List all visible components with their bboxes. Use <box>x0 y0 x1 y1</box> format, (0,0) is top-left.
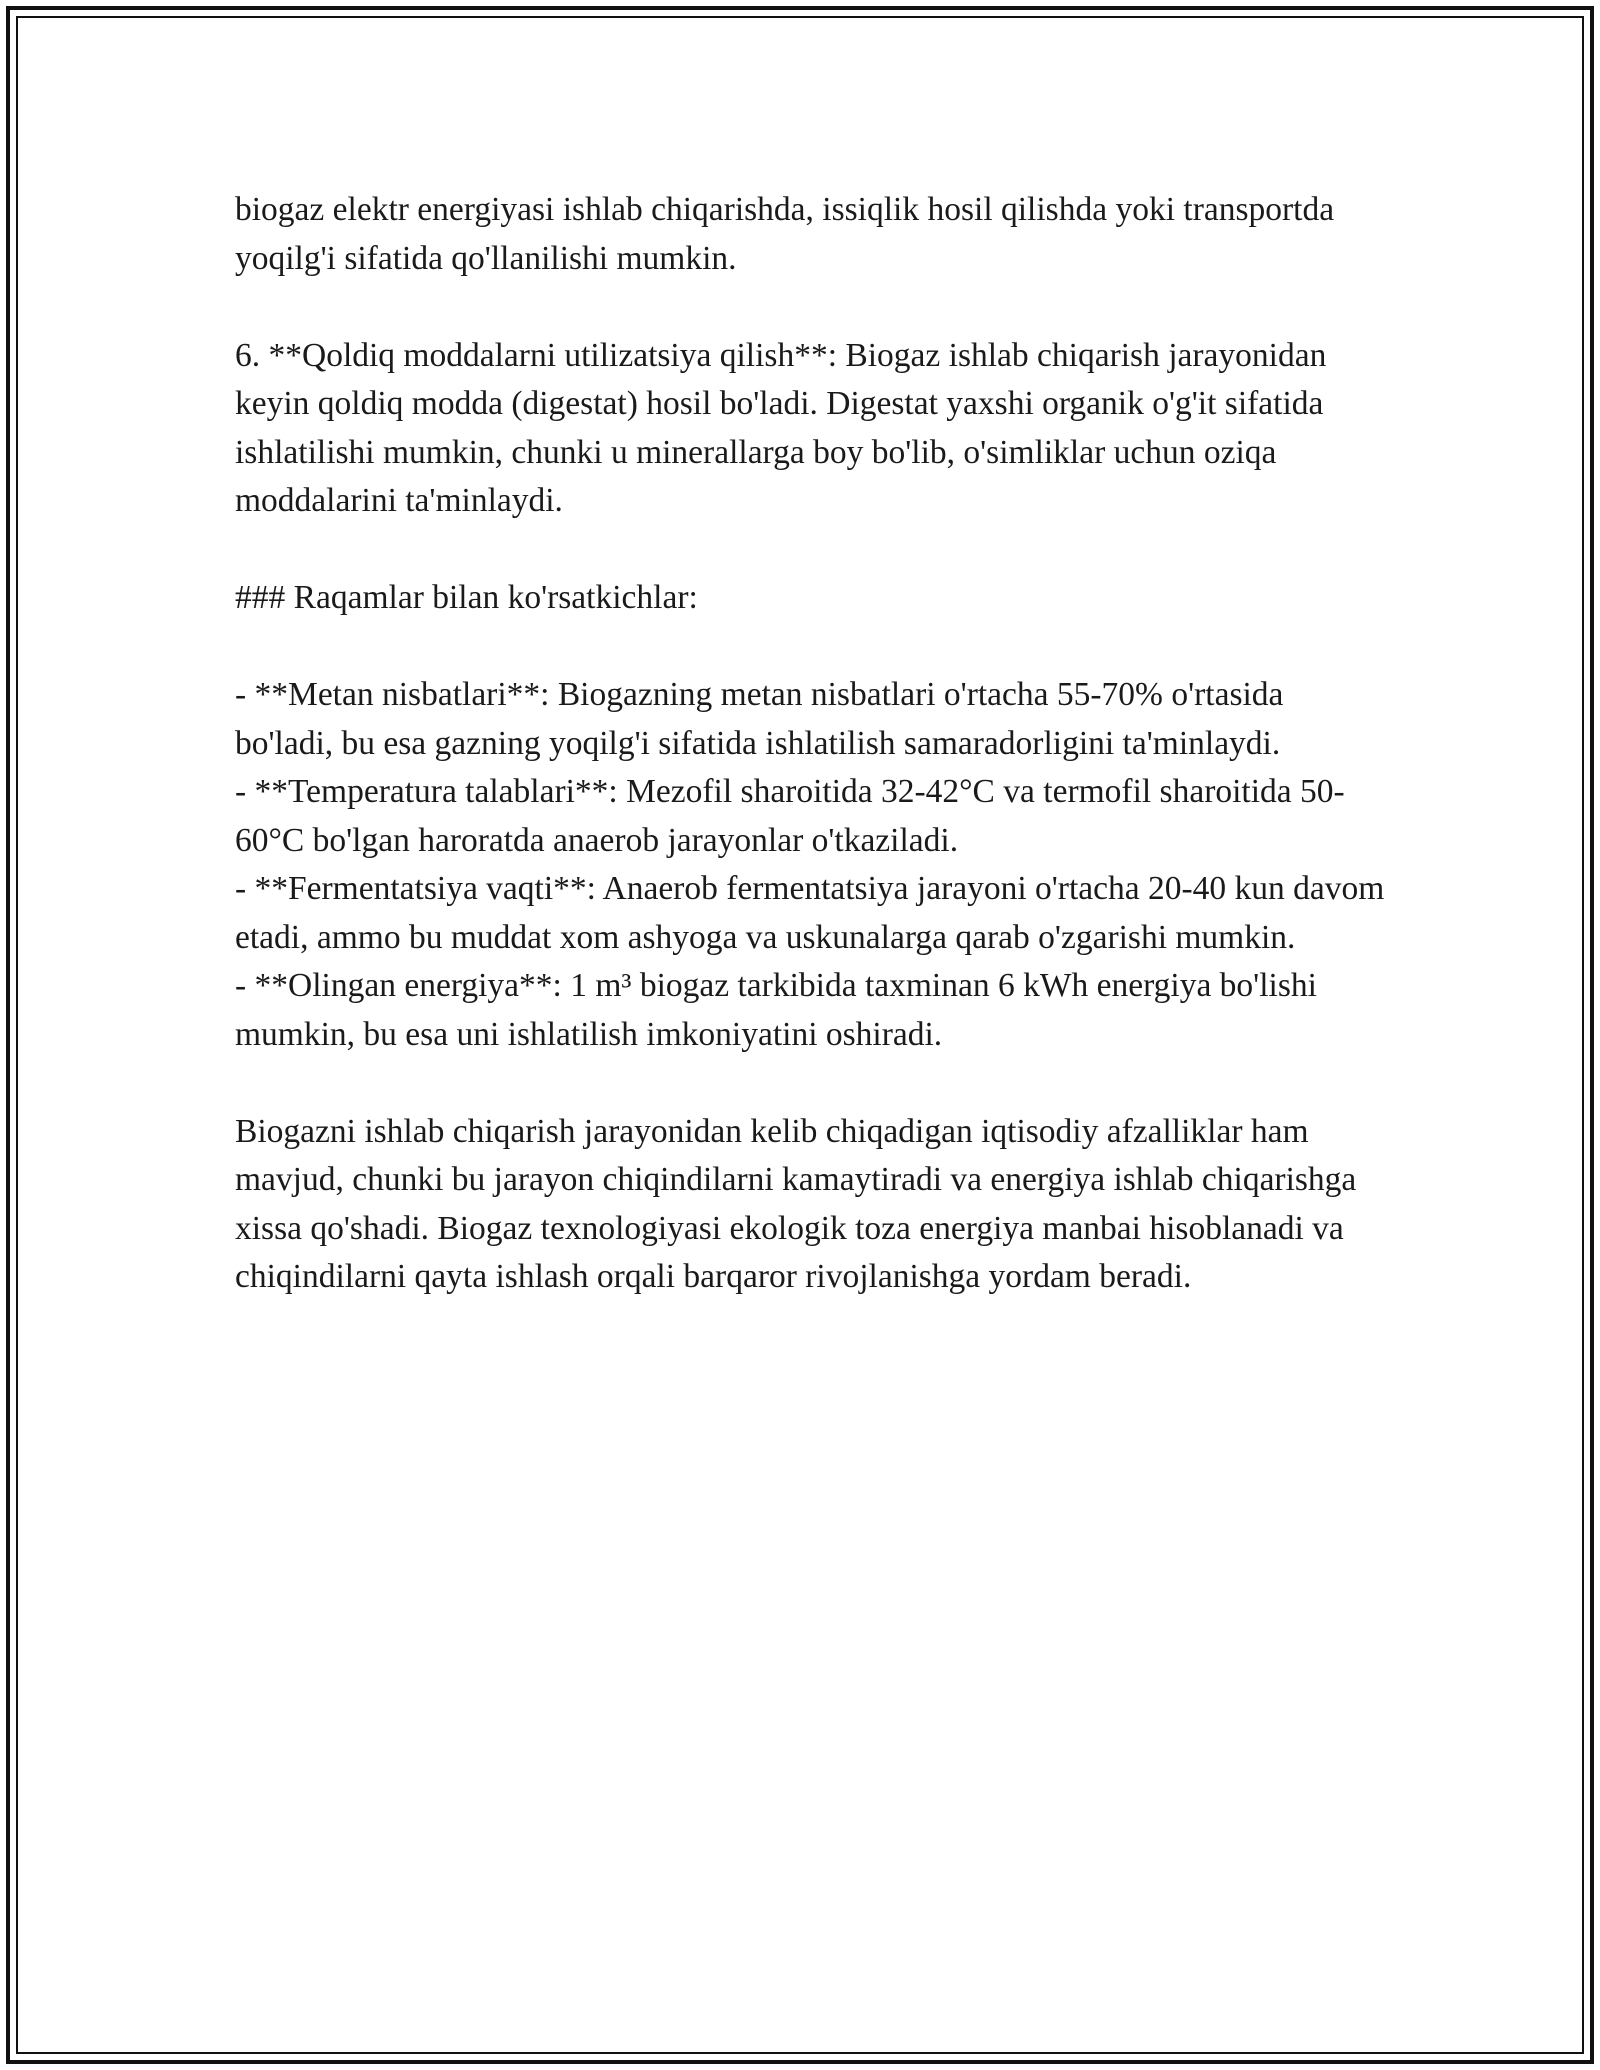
bullet-energy-yield: - **Olingan energiya**: 1 m³ biogaz tarkibida taxminan 6 kWh energiya bo'lishi mumkin, bu esa uni ishlatilish imkoniyatini oshiradi. <box>235 967 1317 1053</box>
paragraph-gap <box>235 623 1385 672</box>
paragraph-gap <box>235 1059 1385 1108</box>
paragraph-economic-benefits: Biogazni ishlab chiqarish jarayonidan kelib chiqadigan iqtisodiy afzalliklar ham mavjud, chunki bu jarayon chiqindilarni kamaytiradi va energiya ishlab chiqarishga xissa qo'shadi. Biogaz texnologiyasi ekologik toza energiya manbai hisoblanadi va chiqindilarni qayta ishlash orqali barqaror rivojlanishga yordam beradi. <box>235 1112 1357 1295</box>
paragraph-biogaz-usage: biogaz elektr energiyasi ishlab chiqarishda, issiqlik hosil qilishda yoki transportda yoqilg'i sifatida qo'llanilishi mumkin. <box>235 191 1335 277</box>
paragraph-gap <box>235 283 1385 332</box>
document-body <box>235 186 1385 1302</box>
paragraph-gap <box>235 526 1385 575</box>
paragraph-residue-utilization: 6. **Qoldiq moddalarni utilizatsiya qilish**: Biogaz ishlab chiqarish jarayonidan keyin qoldiq modda (digestat) hosil bo'ladi. Digestat yaxshi organik o'g'it sifatida ishlatilishi mumkin, chunki u minerallarga boy bo'lib, o'simliklar uchun oziqa moddalarini ta'minlaydi. <box>235 336 1327 519</box>
bullet-methane-ratio: - **Metan nisbatlari**: Biogazning metan nisbatlari o'rtacha 55-70% o'rtasida bo'ladi, bu esa gazning yoqilg'i sifatida ishlatilish samaradorligini ta'minlaydi. <box>235 676 1284 762</box>
section-heading: ### Raqamlar bilan ko'rsatkichlar: <box>235 579 698 616</box>
bullet-fermentation-time: - **Fermentatsiya vaqti**: Anaerob fermentatsiya jarayoni o'rtacha 20-40 kun davom etadi, ammo bu muddat xom ashyoga va uskunalarga qarab o'zgarishi mumkin. <box>235 870 1385 956</box>
bullet-temperature: - **Temperatura talablari**: Mezofil sharoitida 32-42°C va termofil sharoitida 50-60°C bo'lgan haroratda anaerob jarayonlar o'tkaziladi. <box>235 773 1345 859</box>
